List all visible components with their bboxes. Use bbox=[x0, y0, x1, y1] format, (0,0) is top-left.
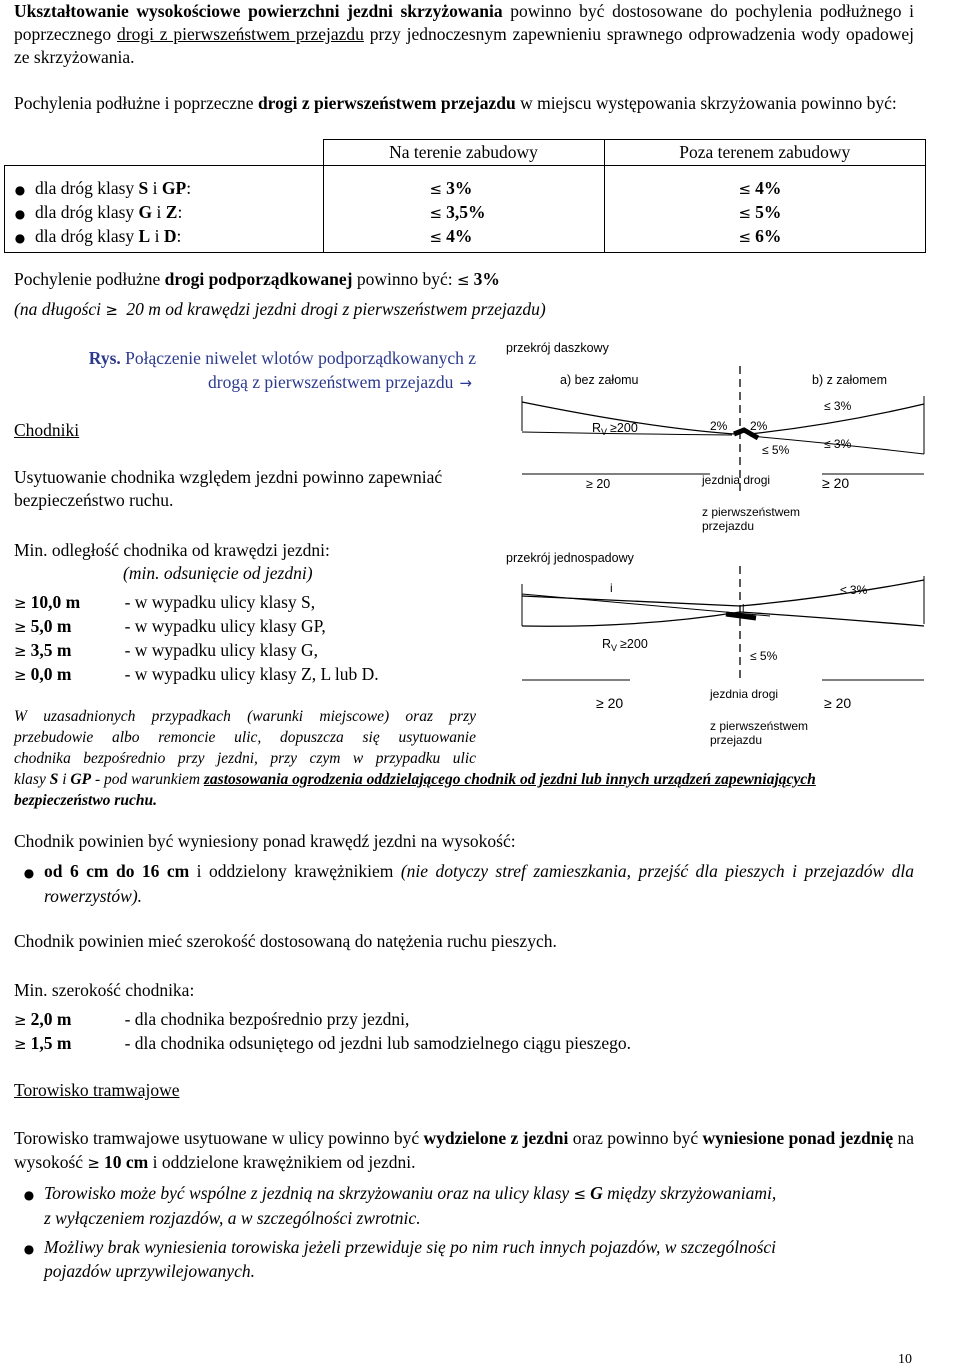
widths-list bbox=[14, 1007, 631, 1055]
justified-note-top: W uzasadnionych przypadkach (warunki miejscowe) oraz przy przebudowie albo remoncie ulic, dopuszcza się usytuowanie chodnika bezpośrednio przy jezdni, przy czym w przypadku ulic bbox=[14, 708, 476, 767]
table-urban-values bbox=[323, 166, 604, 253]
table-labels bbox=[5, 166, 324, 253]
intro-text-end: przy jednoczesnym zapewnieniu sprawnego odprowadzenia wody opadowej ze skrzyżowania. bbox=[14, 24, 914, 67]
arrow-right-icon: → bbox=[459, 374, 472, 392]
list-item: ≥ 5,0 m - w wypadku ulicy klasy GP, bbox=[14, 614, 379, 638]
diagram-bottom-title: przekrój jednospadowy bbox=[506, 551, 634, 565]
slopes-table bbox=[4, 139, 926, 253]
page-number: 10 bbox=[898, 1352, 912, 1367]
justified-note-bottom: klasy S i GP - pod warunkiem zastosowania ogrodzenia oddzielającego chodnik od jezdni lub innych urządzeń zapewniających bezpieczeństwo ruchu. bbox=[14, 771, 816, 809]
diagram-pct5: ≤ 5% bbox=[762, 443, 790, 457]
le-icon: ≤ bbox=[457, 271, 470, 289]
diagram-road-label: jezdnia drogi bbox=[702, 473, 771, 487]
le-icon: ≤ bbox=[738, 204, 752, 222]
diagram-b-label: b) z załomem bbox=[812, 373, 888, 387]
min-distance-sub: (min. odsunięcie od jezdni) bbox=[123, 563, 313, 583]
diagram-rv2-label: $R_V \ge 200$ bbox=[602, 637, 648, 653]
le-icon: ≤ bbox=[429, 204, 443, 222]
table-rural-values bbox=[604, 166, 926, 253]
table-header-rural: Poza terenem zabudowy bbox=[604, 140, 926, 166]
le-icon: ≥ bbox=[14, 1011, 27, 1029]
diagram-pct2b: 2% bbox=[750, 419, 768, 433]
width-note: Chodnik powinien mieć szerokość dostosowaną do natężenia ruchu pieszych. bbox=[14, 931, 557, 951]
diagram-i-label: i bbox=[610, 581, 613, 595]
le-icon: ≤ bbox=[429, 228, 443, 246]
tram-paragraph: Torowisko tramwajowe usytuowane w ulicy powinno być wydzielone z jezdni oraz powinno być wyniesione ponad jezdnię na wysokość ≥ 10 cm i oddzielone krawężnikiem od jezdni. bbox=[14, 1126, 914, 1175]
diagram-top-title: przekrój daszkowy bbox=[506, 341, 609, 355]
intro-paragraph bbox=[14, 0, 914, 69]
tram-heading: Torowisko tramwajowe bbox=[14, 1080, 180, 1100]
value-cell: 6% bbox=[755, 226, 782, 246]
diagram-pct5b: ≤ 5% bbox=[750, 649, 778, 663]
list-item: ≥ 3,5 m - w wypadku ulicy klasy G, bbox=[14, 638, 379, 662]
road-profile-diagram bbox=[500, 336, 930, 756]
le-icon: ≤ bbox=[429, 180, 443, 198]
distances-list bbox=[14, 590, 379, 686]
tram-bullet-2: ● Możliwy brak wyniesienia torowiska jeżeli przewiduje się po nim ruch innych pojazdów, w szczególności pojazdów uprzywilejowanych. bbox=[14, 1235, 914, 1261]
slopes-intro-end: w miejscu występowania skrzyżowania powinno być: bbox=[515, 93, 897, 113]
diagram-pct3a: ≤ 3% bbox=[824, 399, 852, 413]
diagram-road-label-3: przejazdu bbox=[702, 519, 755, 533]
list-item: ≥ 1,5 m - dla chodnika odsuniętego od jezdni lub samodzielnego ciągu pieszego. bbox=[14, 1031, 631, 1055]
bullet-icon: ● bbox=[14, 207, 26, 221]
figure-caption: Rys. Połączenie niwelet wlotów podporządkowanych z drogą z pierwszeństwem przejazdu → bbox=[14, 346, 476, 395]
diagram-ge20-right: ≥ 20 bbox=[822, 475, 850, 491]
table-header-urban: Na terenie zabudowy bbox=[323, 140, 604, 166]
value-cell: 4% bbox=[446, 226, 473, 246]
bullet-icon: ● bbox=[14, 183, 26, 197]
diagram-pct3b: ≤ 3% bbox=[824, 437, 852, 451]
table-row: ● dla dróg klasy S i GP: bbox=[5, 176, 323, 200]
minor-road-paragraph: Pochylenie podłużne drogi podporządkowanej powinno być: ≤ 3% bbox=[14, 268, 914, 292]
minor-road-note: (na długości ≥ 20 m od krawędzi jezdni drogi z pierwszeństwem przejazdu) bbox=[14, 298, 914, 322]
list-item: ≥ 0,0 m - w wypadku ulicy klasy Z, L lub D. bbox=[14, 662, 379, 686]
bullet-icon: ● bbox=[23, 1188, 35, 1202]
ge-icon: ≥ bbox=[14, 642, 27, 660]
ge-icon: ≥ bbox=[105, 301, 118, 319]
min-distance-title: Min. odległość chodnika od krawędzi jezdni: bbox=[14, 540, 330, 560]
table-row: ● dla dróg klasy G i Z: bbox=[5, 200, 323, 224]
raise-title: Chodnik powinien być wyniesiony ponad krawędź jezdni na wysokość: bbox=[14, 831, 516, 851]
diagram-pct2a: 2% bbox=[710, 419, 728, 433]
diagram-i2-label: i bbox=[742, 603, 745, 615]
value-cell: 5% bbox=[755, 202, 782, 222]
list-item: ≥ 10,0 m - w wypadku ulicy klasy S, bbox=[14, 590, 379, 614]
table-row: ● dla dróg klasy L i D: bbox=[5, 224, 323, 248]
le-icon: ≤ bbox=[573, 1185, 587, 1203]
intro-text: powinno być dostosowane do pochylenia podłużnego i poprzecznego bbox=[14, 1, 914, 44]
sidewalks-location: Usytuowanie chodnika względem jezdni powinno zapewniać bezpieczeństwo ruchu. bbox=[14, 467, 443, 510]
slopes-intro-text: Pochylenia podłużne i poprzeczne bbox=[14, 93, 258, 113]
value-cell: 3% bbox=[446, 178, 473, 198]
diagram-road2-label: jezdnia drogi bbox=[710, 687, 779, 701]
ge-icon: ≥ bbox=[14, 666, 27, 684]
bullet-icon: ● bbox=[14, 231, 26, 245]
ge-icon: ≥ bbox=[14, 1035, 27, 1053]
sidewalks-heading: Chodniki bbox=[14, 420, 80, 440]
diagram-a-label: a) bez załomu bbox=[560, 373, 639, 387]
le-icon: ≤ bbox=[738, 180, 752, 198]
value-cell: 3,5% bbox=[446, 202, 486, 222]
slopes-intro bbox=[14, 92, 914, 115]
intro-bold: Ukształtowanie wysokościowe powierzchni jezdni skrzyżowania bbox=[14, 1, 503, 21]
bullet-icon: ● bbox=[23, 866, 35, 880]
diagram-road2-label-2: z pierwszeństwem bbox=[710, 719, 809, 733]
diagram-ge20: ≥ 20 bbox=[586, 477, 611, 491]
raise-bullet: ● od 6 cm do 16 cm i oddzielony krawężnikiem (nie dotyczy stref zamieszkania, przejść dla pieszych i przejazdów dla rowerzystów). bbox=[14, 859, 914, 886]
tram-bullet-1: ● Torowisko może być wspólne z jezdnią na skrzyżowaniu oraz na ulicy klasy ≤ G między skrzyżowaniami, z wyłączeniem rozjazdów, a w szczególności zwrotnic. bbox=[14, 1181, 914, 1207]
list-item: ≥ 2,0 m - dla chodnika bezpośrednio przy jezdni, bbox=[14, 1007, 631, 1031]
intro-link-text: drogi z pierwszeństwem przejazdu bbox=[117, 24, 364, 44]
slopes-intro-bold: drogi z pierwszeństwem przejazdu bbox=[257, 93, 516, 113]
bullet-icon: ● bbox=[23, 1242, 35, 1256]
value-cell: 4% bbox=[755, 178, 782, 198]
diagram-ge20-b: ≥ 20 bbox=[596, 695, 624, 711]
ge-icon: ≥ bbox=[87, 1154, 100, 1172]
diagram-road2-label-3: przejazdu bbox=[710, 733, 763, 747]
ge-icon: ≥ bbox=[14, 618, 27, 636]
min-width-title: Min. szerokość chodnika: bbox=[14, 980, 195, 1000]
ge-icon: ≥ bbox=[14, 594, 27, 612]
diagram-road-label-2: z pierwszeństwem bbox=[702, 505, 801, 519]
diagram-pct3c: ≤ 3% bbox=[840, 583, 868, 597]
diagram-ge20-b-right: ≥ 20 bbox=[824, 695, 852, 711]
le-icon: ≤ bbox=[738, 228, 752, 246]
diagram-rv-label: $R_V \ge 200$ bbox=[592, 421, 638, 437]
